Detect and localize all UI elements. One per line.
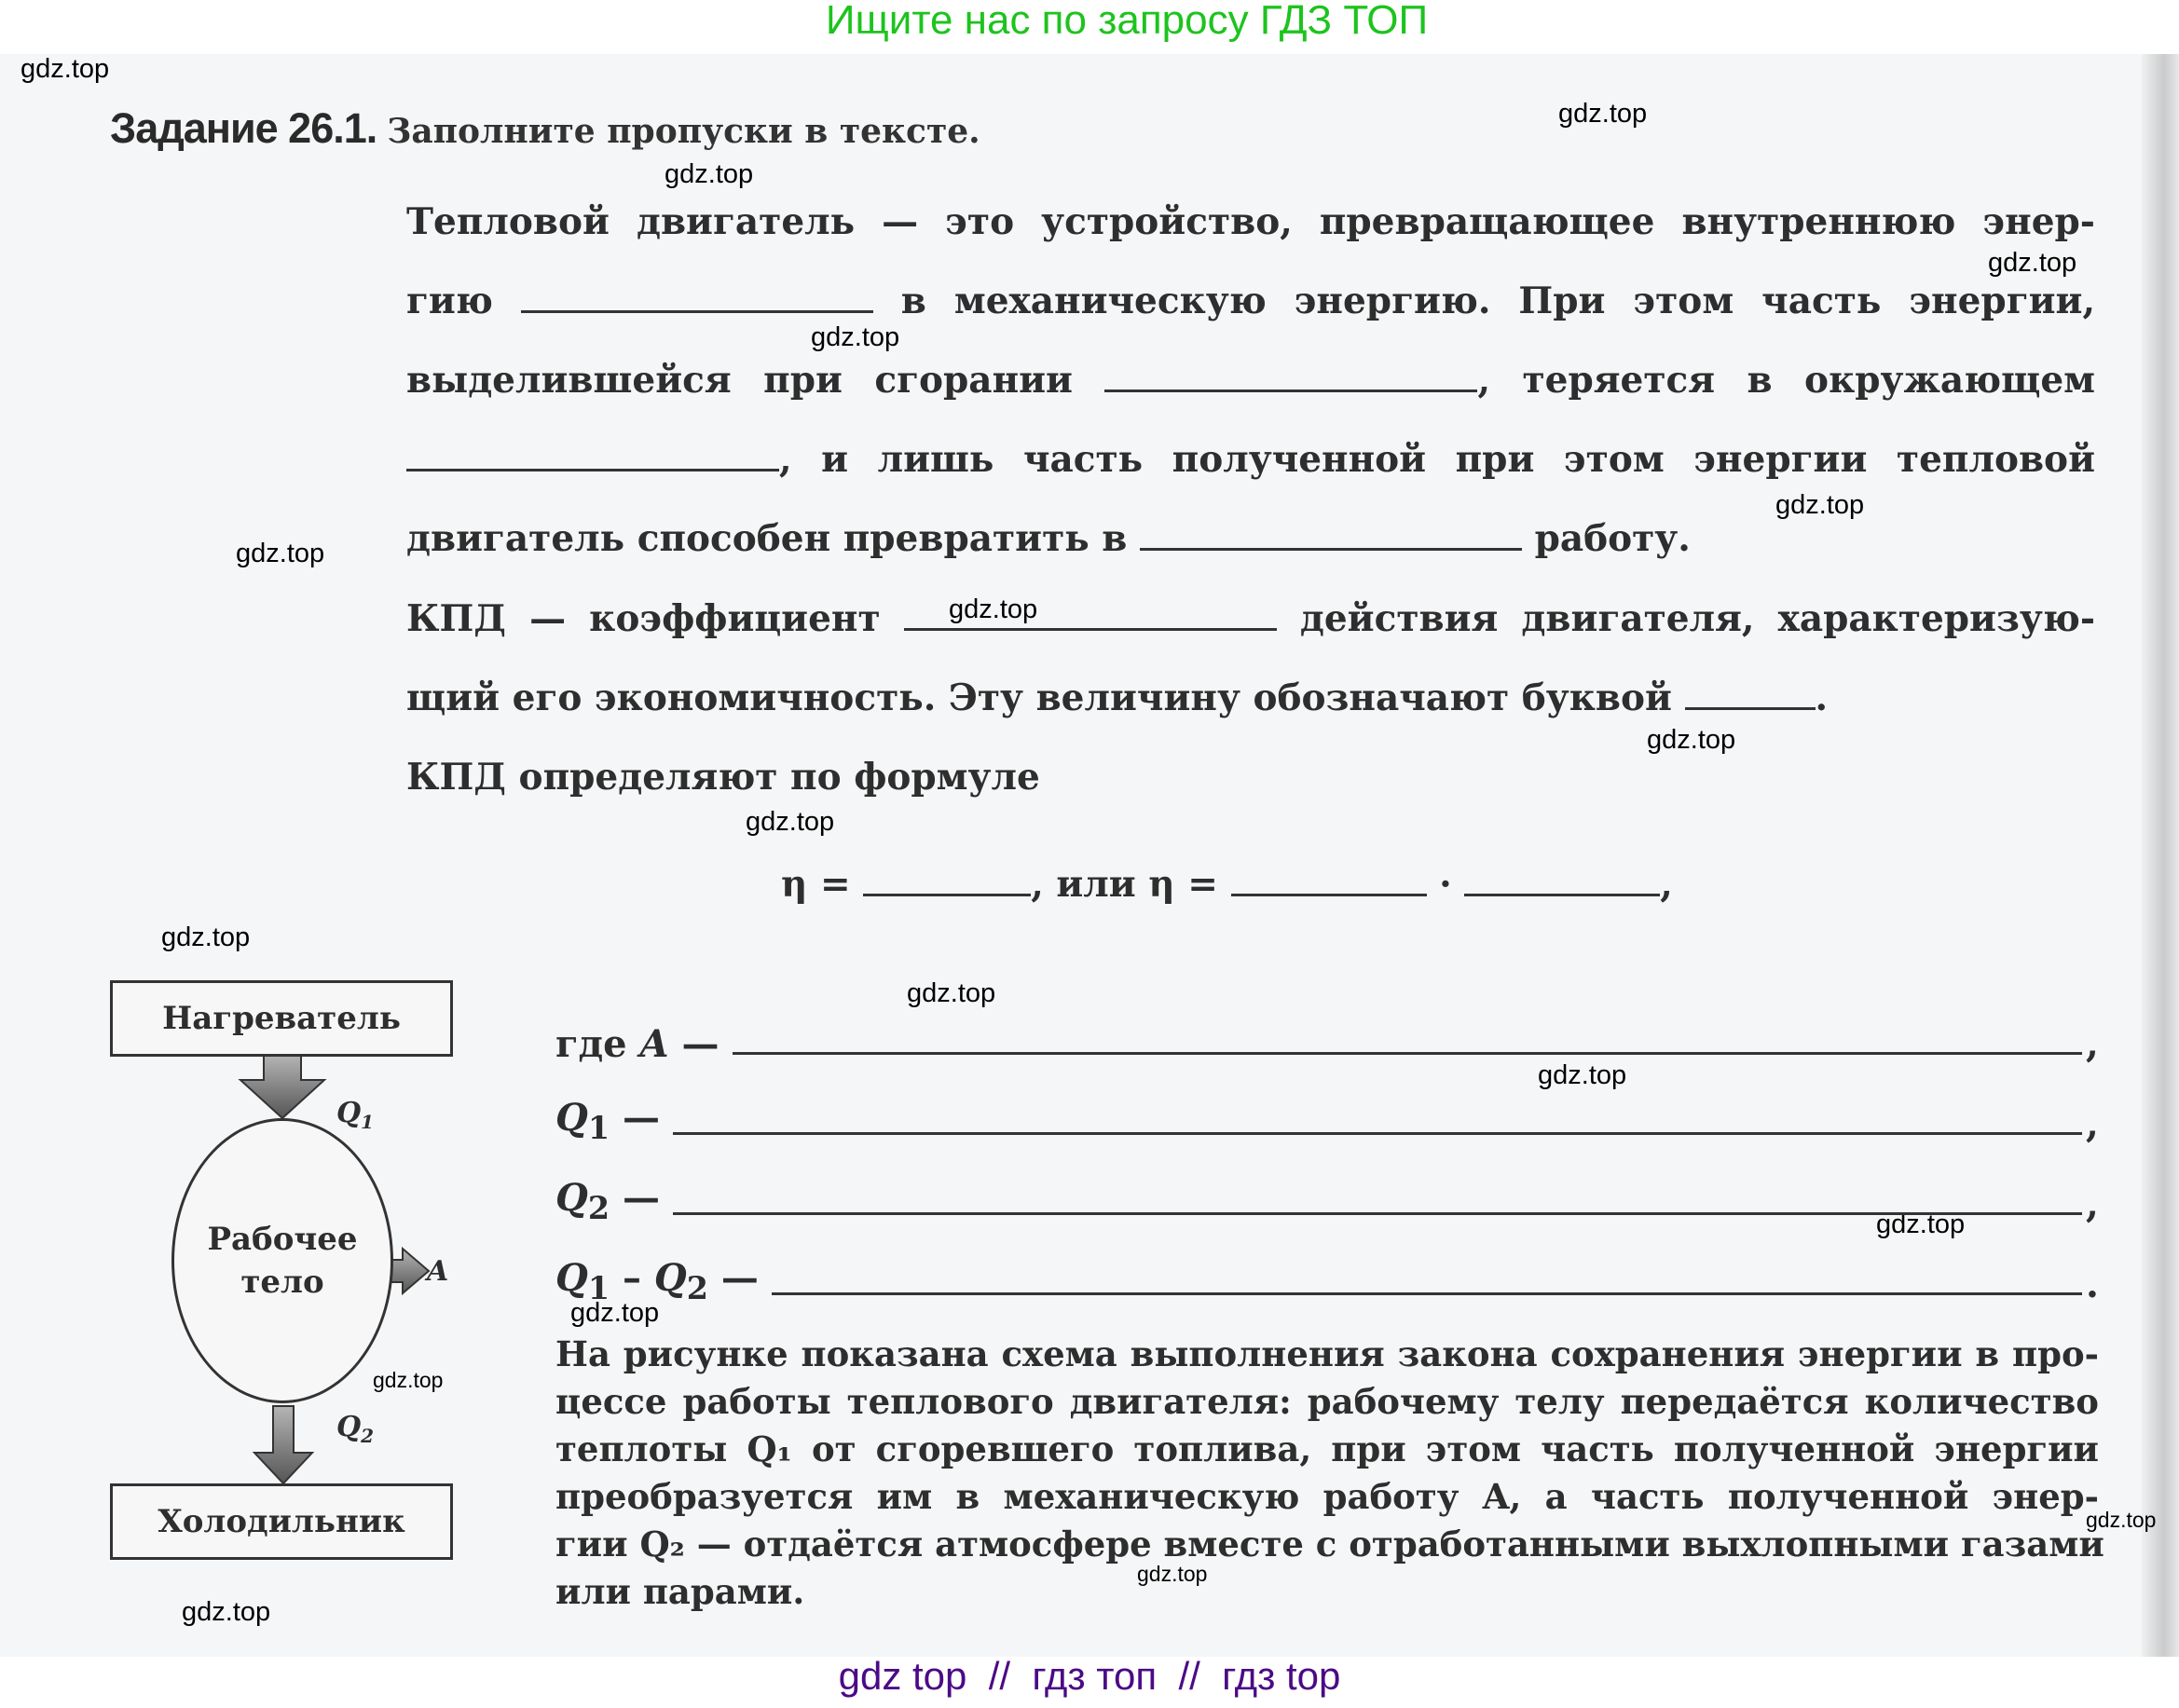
fill-line[interactable]: [673, 1132, 2082, 1135]
heater-box: Нагреватель: [110, 980, 453, 1057]
watermark: gdz.top: [665, 159, 754, 189]
arrow-down-icon: [240, 1055, 324, 1118]
watermark: gdz.top: [949, 594, 1038, 624]
fill-blank[interactable]: [1685, 676, 1816, 710]
text-line: выделившейся при сгорании , теряется в окружающем: [406, 359, 2096, 402]
fill-blank[interactable]: [904, 596, 1277, 631]
arrow-down-icon: [254, 1406, 312, 1483]
text-line: Тепловой двигатель — это устройство, превращающее внутреннюю энер-: [406, 200, 2095, 243]
efficiency-formula: η = , или η = · ,: [781, 863, 1673, 906]
definition-row-A: где A — ,: [555, 1022, 2099, 1066]
fraction-blank[interactable]: [863, 873, 1031, 896]
text-line: КПД — коэффициент действия двигателя, характеризую-: [406, 597, 2096, 640]
top-banner: Ищите нас по запросу ГДЗ ТОП: [825, 0, 1429, 43]
watermark: gdz.top: [1876, 1209, 1966, 1239]
text-line: двигатель способен превратить в работу.: [406, 517, 1691, 560]
fill-blank[interactable]: [1104, 358, 1477, 392]
heat-engine-diagram: [110, 980, 501, 1586]
watermark: gdz.top: [1647, 725, 1736, 755]
watermark: gdz.top: [907, 978, 996, 1008]
task-instruction: Заполните пропуски в тексте.: [387, 112, 980, 151]
watermark: gdz.top: [1137, 1562, 1208, 1586]
fraction-blank[interactable]: [1231, 873, 1427, 896]
bottom-banner: gdz top // гдз топ // гдз top: [838, 1654, 1341, 1698]
watermark: gdz.top: [811, 322, 900, 352]
watermark: gdz.top: [746, 807, 835, 837]
watermark: gdz.top: [236, 539, 325, 568]
watermark: gdz.top: [1988, 248, 2077, 278]
fill-line[interactable]: [733, 1052, 2082, 1055]
watermark: gdz.top: [161, 922, 251, 952]
watermark: gdz.top: [1558, 99, 1648, 129]
watermark: gdz.top: [1775, 490, 1865, 520]
watermark: gdz.top: [373, 1368, 444, 1392]
paragraph-heat-engine: [406, 183, 2095, 579]
q2-label: $Q_2$: [336, 1411, 375, 1447]
cooler-box: Холодильник: [110, 1483, 453, 1560]
definition-row-Q1-minus-Q2: $Q_1 - Q_2$ — .: [555, 1256, 2099, 1306]
fill-line[interactable]: [673, 1212, 2082, 1215]
definition-row-Q1: $Q_1$ — ,: [555, 1096, 2099, 1146]
fill-blank[interactable]: [406, 437, 779, 471]
definition-row-Q2: $Q_2$ — ,: [555, 1176, 2099, 1226]
fill-blank[interactable]: [521, 279, 873, 313]
summary-paragraph: На рисунке показана схема выполнения закона сохранения энергии в про- цессе работы теплового двигателя: рабочему телу передаётся количество теплоты Q₁ от сгоревшего топлива, при этом часть полученной энергии преобразуется им в механическую работу A, а часть полученной энер- гии Q₂ — отдаётся атмосфере вместе с отработанными выхлопными газами или парами.: [555, 1333, 2104, 1612]
text-line: щий его экономичность. Эту величину обозначают буквой .: [406, 676, 1829, 719]
text-line: , и лишь часть полученной при этом энергии тепловой: [406, 420, 2095, 499]
watermark: gdz.top: [182, 1597, 271, 1627]
paragraph-efficiency: [406, 580, 2095, 817]
task-number: Задание 26.1.: [110, 104, 377, 152]
watermark: gdz.top: [2086, 1508, 2157, 1532]
formula-definitions: [555, 986, 2099, 1306]
page-edge: [2142, 54, 2179, 1657]
fill-line[interactable]: [772, 1292, 2082, 1295]
watermark: gdz.top: [570, 1298, 660, 1328]
q1-label: $Q_1$: [336, 1097, 375, 1133]
text-line: гию в механическую энергию. При этом часть энергии,: [406, 280, 2096, 322]
fill-blank[interactable]: [1464, 862, 1660, 896]
task-heading: [110, 104, 980, 153]
text-line: КПД определяют по формуле: [406, 756, 1040, 799]
watermark: gdz.top: [1538, 1060, 1627, 1090]
working-body-circle: Рабочее тело: [171, 1118, 393, 1403]
work-label: A: [427, 1255, 449, 1288]
watermark: gdz.top: [21, 54, 110, 84]
fill-blank[interactable]: [1140, 516, 1522, 551]
